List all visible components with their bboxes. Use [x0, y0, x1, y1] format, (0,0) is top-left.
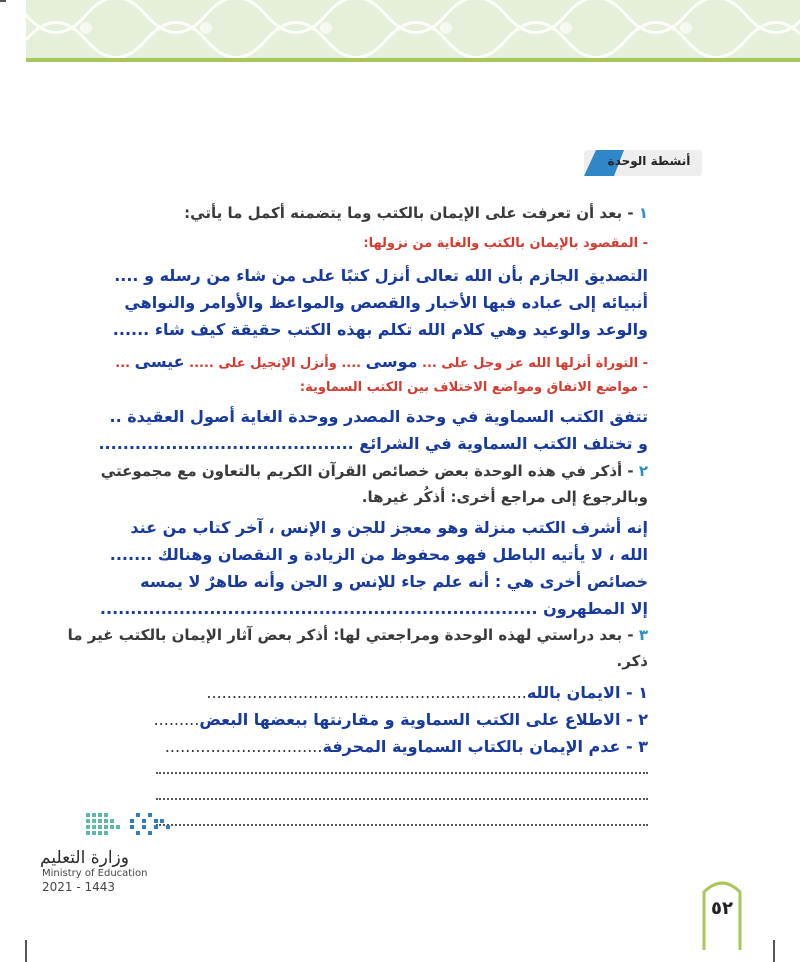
q2-prompt	[101, 462, 648, 480]
injil-prefix: .... وأنزل الإنجيل على .....	[189, 356, 362, 371]
q3-item	[165, 737, 648, 756]
q2-answer-line: الله ، لا يأتيه الباطل فهو محفوظ من الزيادة و النقصان وهنالك .......	[109, 545, 648, 564]
header-pattern-banner	[26, 0, 800, 68]
q3-prompt-text: - بعد دراستي لهذه الوحدة ومراجعتي لها: أذكر بعض آثار الإيمان بالكتب غير ما	[67, 626, 639, 644]
q1-prompt-text: - بعد أن تعرفت على الإيمان بالكتب وما يتضمنه أكمل ما يأتي:	[184, 204, 639, 222]
q2-answer-line: خصائص أخرى هي : أنه علم جاء للإنس و الجن وأنه طاهرٌ لا يمسه	[140, 572, 648, 591]
logo-english-text: Ministry of Education	[42, 868, 148, 879]
q3-item-dots: .........	[153, 710, 200, 729]
q1-sub1-label: - المقصود بالإيمان بالكتب والغاية من نزولها:	[363, 236, 648, 251]
q2-number: ٢	[638, 462, 648, 480]
q1-sub2-answer-line: تتفق الكتب السماوية في وحدة المصدر ووحدة الغاية أصول العقيدة ..	[109, 407, 648, 426]
q1-sub2-label: - مواضع الاتفاق ومواضع الاختلاف بين الكتب السماوية:	[299, 380, 648, 395]
torah-prefix: - التوراة أنزلها الله عز وجل على ...	[422, 356, 648, 371]
q2-answer-line: إلا المطهرون ........................................................................	[99, 599, 648, 618]
q2-prompt-text: - أذكر في هذه الوحدة بعض خصائص القرآن الكريم بالتعاون مع مجموعتي	[100, 462, 639, 480]
section-title: أنشطة الوحدة	[607, 154, 691, 168]
injil-dots: ...	[115, 356, 131, 371]
blank-answer-line	[156, 772, 648, 774]
q1-prompt	[184, 204, 648, 222]
q1-sub1-answer-line: أنبيائه إلى عباده فيها الأخبار والقصص والمواعظ والأوامر والنواهي	[124, 293, 648, 312]
q3-item-dots: ...............................	[164, 737, 323, 756]
q1-number: ١	[638, 204, 648, 222]
q3-prompt-line2: ذكر.	[616, 652, 648, 670]
q3-item-text: ٢ - الاطلاع على الكتب السماوية و مقارنتها ببعضها البعض	[199, 710, 648, 729]
logo-year: 2021 - 1443	[42, 880, 116, 894]
crop-mark	[25, 940, 27, 962]
q1-sub1-answer-line: التصديق الجازم بأن الله تعالى أنزل كتبًا على من شاء من رسله و ....	[114, 266, 648, 285]
blank-answer-line	[156, 824, 648, 826]
q3-number: ٣	[638, 626, 648, 644]
q2-prompt-line2: وبالرجوع إلى مراجع أخرى: أذكُر غيرها.	[361, 488, 648, 506]
crop-mark	[0, 0, 6, 2]
q1-sub2-answer-line: و تختلف الكتب السماوية في الشرائع ..........................................	[98, 434, 648, 453]
page-number: ٥٢	[711, 898, 733, 919]
q3-item-dots: ...............................................................	[206, 683, 527, 702]
crop-mark	[773, 940, 775, 962]
q3-item	[154, 710, 648, 729]
q2-answer-line: إنه أشرف الكتب منزلة وهو معجز للجن و الإنس ، آخر كتاب من عند	[130, 518, 648, 537]
q1-sub1-answer-line: والوعد والوعيد وهي كلام الله تكلم بهذه الكتب حقيقة كيف شاء ......	[112, 320, 648, 339]
q3-item-text: ١ - الايمان بالله	[526, 683, 648, 702]
q3-item	[206, 683, 648, 702]
blank-answer-line	[156, 798, 648, 800]
q1-torah-injil-line	[115, 352, 648, 371]
q3-item-text: ٣ - عدم الإيمان بالكتاب السماوية المحرفة	[322, 737, 648, 756]
q3-prompt	[68, 626, 648, 644]
torah-answer: موسى	[365, 352, 418, 371]
injil-answer: عيسى	[134, 352, 185, 371]
logo-arabic-text: وزارة التعليم	[40, 848, 129, 868]
